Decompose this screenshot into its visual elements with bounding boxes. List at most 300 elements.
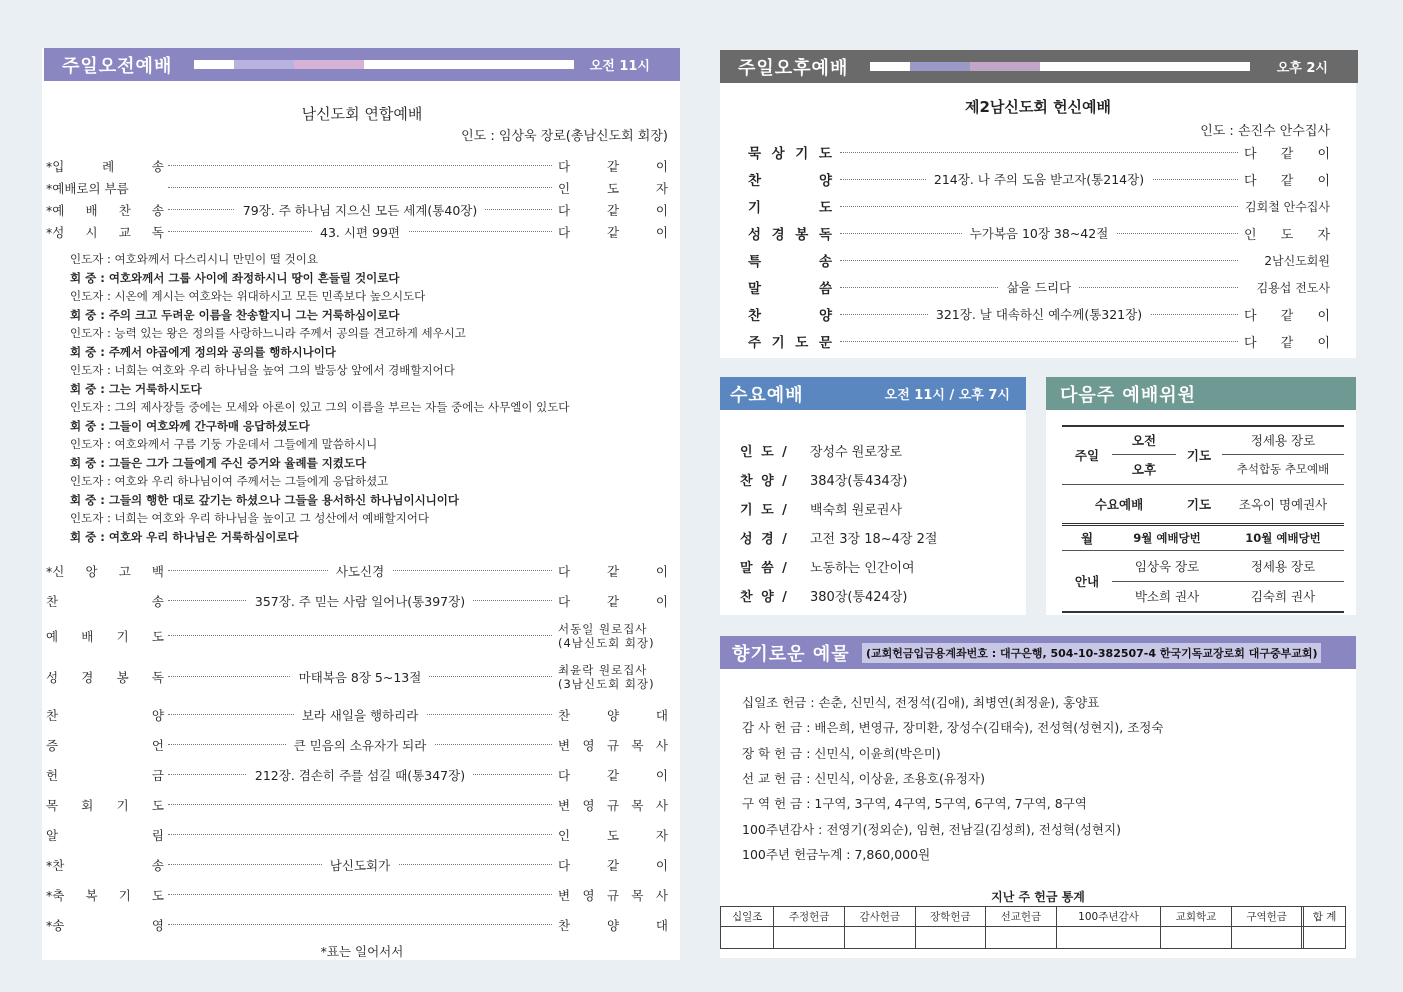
order-content xyxy=(168,855,552,875)
afternoon-person-char: 이 xyxy=(1317,146,1330,162)
afternoon-label xyxy=(748,331,832,351)
order-label-char: 기 xyxy=(116,798,129,813)
committee-table xyxy=(1062,425,1344,613)
afternoon-label-char: 주 xyxy=(748,335,762,351)
stats-header-cell: 구역헌금 xyxy=(1231,907,1302,927)
afternoon-leader: 인도 : 손진수 안수집사 xyxy=(1200,124,1330,139)
order-person-char: 같 xyxy=(606,858,620,873)
morning-header-title: 주일오전예배 xyxy=(62,55,173,77)
afternoon-label-char: 기 xyxy=(771,335,785,351)
morning-time: 오전 11시 xyxy=(589,59,650,74)
order-label-char: 찬 xyxy=(118,203,131,218)
afternoon-label-char: 기 xyxy=(795,146,809,162)
afternoon-label-char: 봉 xyxy=(795,227,809,243)
order-label-char: 배 xyxy=(85,203,98,218)
dot-leader xyxy=(840,206,1238,207)
sep2-cell: 박소희 권사 xyxy=(1134,589,1200,605)
order-person-line: 서동일 원로집사 xyxy=(558,622,648,636)
order-person-char: 양 xyxy=(606,918,620,933)
responsive-line: 인도자 : 너희는 여호와 우리 하나님을 높이고 그 성산에서 예배할지어다 xyxy=(70,511,429,525)
afternoon-person-char: 다 xyxy=(1244,173,1257,189)
offering-value: 배은희, 변영규, 장미환, 장성수(김태숙), 전성혁(성현지), 조정숙 xyxy=(814,720,1164,736)
responsive-line: 인도자 : 그의 제사장들 중에는 모세와 아론이 있고 그의 이름을 부르는 자들 중에는 사무엘이 있도다 xyxy=(70,400,570,414)
wednesday-time: 오전 11시 / 오후 7시 xyxy=(884,388,1010,403)
order-content-text: 보라 새일을 행하리라 xyxy=(294,706,427,724)
order-row xyxy=(46,885,668,905)
order-label-char: 증 xyxy=(46,738,59,753)
offering-label: 100주년감사 : xyxy=(742,821,823,837)
offering-label: 선 교 헌 금 : xyxy=(742,770,811,786)
dot-leader xyxy=(840,152,1238,153)
offering-row xyxy=(742,819,1121,839)
afternoon-label-char: 독 xyxy=(818,227,832,243)
afternoon-label-char: 도 xyxy=(818,146,832,162)
afternoon-content xyxy=(840,139,1238,165)
order-person-char: 이 xyxy=(655,594,668,609)
order-label-char: 백 xyxy=(151,564,164,579)
order-person-char: 이 xyxy=(655,159,668,174)
responsive-reading xyxy=(70,250,569,546)
sunday-cell: 주일 xyxy=(1062,426,1112,484)
afternoon-label-char: 경 xyxy=(771,227,785,243)
offering-label: 장 학 헌 금 : xyxy=(742,745,811,761)
afternoon-content xyxy=(840,220,1238,246)
afternoon-label xyxy=(748,277,832,297)
stats-header-cell: 감사헌금 xyxy=(844,907,915,927)
responsive-line: 인도자 : 여호와 우리 하나님이여 주께서는 그들에게 응답하셨고 xyxy=(70,474,389,488)
afternoon-label-char: 상 xyxy=(771,146,785,162)
order-content-text: 남신도회가 xyxy=(322,856,398,874)
order-person-char: 같 xyxy=(606,594,620,609)
order-person-char: 같 xyxy=(606,159,620,174)
afternoon-content xyxy=(840,328,1238,354)
order-label-char: 기 xyxy=(116,629,129,644)
offering-header-title: 향기로운 예물 xyxy=(732,643,850,665)
order-content xyxy=(168,795,552,815)
order-person-line: (3남신도회 회장) xyxy=(558,677,655,691)
account-info: (교회헌금입금용계좌번호 : 대구은행, 504-10-382507-4 한국기독교장로회 대구중부교회) xyxy=(862,643,1321,663)
order-person xyxy=(552,736,668,754)
afternoon-label-char: 송 xyxy=(818,254,832,270)
afternoon-label xyxy=(748,169,832,189)
stats-header-cell: 교회학교 xyxy=(1161,907,1232,927)
order-person-line: (4남신도회 회장) xyxy=(558,636,655,650)
order-row xyxy=(46,825,668,845)
order-person-line: 최윤락 원로집사 xyxy=(558,663,648,677)
order-person-char: 이 xyxy=(655,768,668,783)
order-label-char: 림 xyxy=(151,828,164,843)
order-content-text: 43. 시편 99편 xyxy=(312,223,408,241)
wednesday-row xyxy=(740,440,902,460)
am-name-cell: 정세용 장로 xyxy=(1222,426,1344,454)
stats-value-cell xyxy=(1231,927,1302,949)
month-cell: 월 xyxy=(1080,530,1094,546)
order-person xyxy=(552,157,668,175)
wednesday-label: 찬 양 / xyxy=(740,589,789,605)
afternoon-person xyxy=(1238,279,1330,296)
order-person-char: 변 xyxy=(558,888,571,903)
sep-cell: 9월 예배당번 xyxy=(1133,530,1201,545)
order-label xyxy=(46,826,168,844)
order-row xyxy=(46,621,668,651)
order-person-char: 자 xyxy=(655,181,668,196)
order-person xyxy=(552,856,668,874)
order-label-char: *신 xyxy=(46,564,65,579)
oct2-cell: 김숙희 권사 xyxy=(1250,589,1316,605)
order-label-char: *예 xyxy=(46,203,65,218)
order-label-char: 송 xyxy=(151,858,164,873)
wednesday-value: 노동하는 인간이여 xyxy=(810,560,915,576)
wednesday-label: 찬 양 / xyxy=(740,473,789,489)
responsive-line: 회 중 : 주께서 야곱에게 정의와 공의를 행하시나이다 xyxy=(70,344,336,359)
order-content xyxy=(168,667,552,687)
stats-header-cell: 주정헌금 xyxy=(774,907,845,927)
order-label-char: 배 xyxy=(81,629,94,644)
offering-stats-table xyxy=(720,906,1346,949)
committee-header xyxy=(1046,377,1356,410)
responsive-line: 회 중 : 그들의 행한 대로 갚기는 하셨으나 그들을 용서하신 하나님이시니이다 xyxy=(70,492,460,507)
header-decoration xyxy=(194,60,574,69)
order-content xyxy=(168,561,552,581)
order-content xyxy=(168,626,552,646)
oct-cell: 10월 예배당번 xyxy=(1245,530,1321,545)
order-label xyxy=(46,766,168,784)
wednesday-label: 인 도 / xyxy=(740,444,789,460)
order-label-char: 독 xyxy=(151,225,164,240)
order-person-char: 대 xyxy=(655,708,668,723)
order-person-char: 사 xyxy=(655,738,668,753)
wednesday-value: 고전 3장 18~4장 2절 xyxy=(810,531,938,547)
order-person-char: 자 xyxy=(655,828,668,843)
wednesday-value: 장성수 원로장로 xyxy=(810,444,903,460)
offering-value: 1구역, 3구역, 4구역, 5구역, 6구역, 7구역, 8구역 xyxy=(814,796,1087,812)
dot-leader xyxy=(168,894,552,895)
afternoon-person-char: 이 xyxy=(1317,335,1330,351)
offering-row xyxy=(742,717,1163,737)
order-label xyxy=(46,706,168,724)
order-label-char: *송 xyxy=(46,918,65,933)
order-person-char: 목 xyxy=(631,798,644,813)
dot-leader xyxy=(168,804,552,805)
order-label-char: 기 xyxy=(118,888,131,903)
order-label xyxy=(46,668,168,686)
order-label-char: 영 xyxy=(151,918,164,933)
order-content xyxy=(168,735,552,755)
afternoon-label-char: 양 xyxy=(818,308,832,324)
order-content xyxy=(168,591,552,611)
order-person-char: 사 xyxy=(655,798,668,813)
offering-value: 신민식, 이윤희(박은미) xyxy=(814,745,941,761)
responsive-line: 회 중 : 그들은 그가 그들에게 주신 증거와 율례를 지켰도다 xyxy=(70,455,367,470)
order-person-char: 다 xyxy=(558,203,571,218)
order-person-char: 양 xyxy=(606,708,620,723)
order-label-char: 언 xyxy=(151,738,164,753)
order-label xyxy=(46,856,168,874)
order-label-char: 경 xyxy=(81,670,94,685)
order-label-char: 회 xyxy=(81,798,94,813)
order-label-char: 금 xyxy=(151,768,164,783)
order-person-char: 영 xyxy=(582,798,595,813)
afternoon-row xyxy=(748,274,1330,300)
afternoon-person-char: 같 xyxy=(1280,308,1294,324)
stats-header-cell: 합 계 xyxy=(1304,907,1346,927)
afternoon-header-title: 주일오후예배 xyxy=(738,57,849,79)
stats-header-cell: 선교헌금 xyxy=(986,907,1057,927)
order-person-char: 같 xyxy=(606,225,620,240)
afternoon-person-char: 자 xyxy=(1317,227,1330,243)
responsive-line: 회 중 : 여호와 우리 하나님은 거룩하심이로다 xyxy=(70,529,299,544)
order-row xyxy=(46,222,668,242)
afternoon-row xyxy=(748,193,1330,219)
afternoon-person-char: 도 xyxy=(1280,227,1294,243)
pm-cell: 오후 xyxy=(1112,454,1176,484)
order-content xyxy=(168,156,552,176)
afternoon-row xyxy=(748,166,1330,192)
pm-name-cell: 추석합동 추모예배 xyxy=(1222,454,1344,484)
order-person xyxy=(552,706,668,724)
order-person-char: 찬 xyxy=(558,708,571,723)
order-person-char: 다 xyxy=(558,768,571,783)
afternoon-person-char: 같 xyxy=(1280,173,1294,189)
order-row xyxy=(46,795,668,815)
stats-header-cell: 장학헌금 xyxy=(915,907,986,927)
order-row xyxy=(46,662,668,692)
order-row xyxy=(46,855,668,875)
order-content xyxy=(168,200,552,220)
offering-label: 100주년 헌금누계 : xyxy=(742,846,851,862)
order-person-char: 다 xyxy=(558,225,571,240)
order-person xyxy=(552,201,668,219)
order-label-char: 송 xyxy=(151,159,164,174)
responsive-line: 인도자 : 시온에 계시는 여호와는 위대하시고 모든 민족보다 높으시도다 xyxy=(70,289,426,303)
offering-row xyxy=(742,793,1087,813)
wednesday-label: 말 씀 / xyxy=(740,560,789,576)
order-content xyxy=(168,765,552,785)
wednesday-value: 백숙희 원로권사 xyxy=(810,502,903,518)
offering-row xyxy=(742,743,941,763)
wednesday-row xyxy=(740,527,937,547)
responsive-line: 인도자 : 능력 있는 왕은 정의를 사랑하느니라 주께서 공의를 견고하게 세우시고 xyxy=(70,326,466,340)
afternoon-person-char: 같 xyxy=(1280,335,1294,351)
order-person-char: 인 xyxy=(558,181,571,196)
order-content xyxy=(168,222,552,242)
order-label-char: 송 xyxy=(151,203,164,218)
order-person xyxy=(552,223,668,241)
afternoon-content-text: 321장. 날 대속하신 예수께(통321장) xyxy=(928,305,1150,323)
responsive-line: 회 중 : 그는 거룩하시도다 xyxy=(70,381,202,396)
afternoon-person-char: 이 xyxy=(1317,308,1330,324)
stats-header-cell: 십일조 xyxy=(721,907,774,927)
order-label xyxy=(46,157,168,175)
offering-value: 7,860,000원 xyxy=(854,846,931,862)
order-label-char: 교 xyxy=(118,225,131,240)
order-content xyxy=(168,178,552,198)
wednesday-value: 380장(통424장) xyxy=(810,589,908,605)
order-label-char: *찬 xyxy=(46,858,65,873)
order-label-char: *입 xyxy=(46,159,65,174)
order-person-char: 도 xyxy=(606,181,620,196)
afternoon-content xyxy=(840,193,1238,219)
sunday-pray-cell: 기도 xyxy=(1176,426,1222,484)
afternoon-label-char: 찬 xyxy=(748,308,762,324)
dot-leader xyxy=(168,834,552,835)
order-label-char: 찬 xyxy=(46,594,59,609)
wed-name-cell: 조옥이 명예권사 xyxy=(1238,496,1328,512)
wednesday-header xyxy=(720,377,1026,410)
order-label-char: 앙 xyxy=(85,564,98,579)
order-person-char: 이 xyxy=(655,564,668,579)
stats-value-cell xyxy=(1056,927,1161,949)
order-person xyxy=(552,886,668,904)
order-person-char: 다 xyxy=(558,159,571,174)
afternoon-label-char: 찬 xyxy=(748,173,762,189)
afternoon-person xyxy=(1238,224,1330,243)
order-person xyxy=(552,766,668,784)
order-person-char: 도 xyxy=(606,828,620,843)
afternoon-label xyxy=(748,223,832,243)
order-label-char: 헌 xyxy=(46,768,59,783)
order-label-char: 도 xyxy=(151,888,164,903)
order-person-char: 대 xyxy=(655,918,668,933)
stats-value-cell xyxy=(721,927,774,949)
order-row xyxy=(46,591,668,611)
order-label xyxy=(46,736,168,754)
order-label-char: 시 xyxy=(85,225,98,240)
wednesday-panel xyxy=(720,377,1026,615)
order-label-char: *예배로의 부름 xyxy=(46,181,129,196)
order-label-char: 고 xyxy=(118,564,131,579)
order-person-char: 다 xyxy=(558,564,571,579)
order-row xyxy=(46,200,668,220)
stats-value-cell xyxy=(915,927,986,949)
order-content xyxy=(168,705,552,725)
afternoon-label xyxy=(748,196,832,216)
order-label xyxy=(46,627,168,645)
order-content-text: 사도신경 xyxy=(328,562,392,580)
wednesday-row xyxy=(740,498,902,518)
order-label xyxy=(46,562,168,580)
afternoon-label xyxy=(748,250,832,270)
wed-cell: 수요예배 xyxy=(1094,496,1144,512)
afternoon-label-char: 기 xyxy=(748,200,762,216)
afternoon-row xyxy=(748,220,1330,246)
stats-value-cell xyxy=(774,927,845,949)
afternoon-label-char: 특 xyxy=(748,254,762,270)
afternoon-label xyxy=(748,142,832,162)
responsive-line: 회 중 : 주의 크고 두려운 이름을 찬송할지니 그는 거룩하심이로다 xyxy=(70,307,400,322)
dot-leader xyxy=(168,635,552,636)
afternoon-label-char: 묵 xyxy=(748,146,762,162)
afternoon-label-char: 도 xyxy=(818,200,832,216)
order-label xyxy=(46,179,168,197)
dot-leader xyxy=(168,924,552,925)
order-person-char: 다 xyxy=(558,858,571,873)
afternoon-label-char: 씀 xyxy=(818,281,832,297)
order-content xyxy=(168,885,552,905)
order-person-char: 다 xyxy=(558,594,571,609)
order-person xyxy=(552,796,668,814)
afternoon-person-char: 김용섭 전도사 xyxy=(1256,280,1330,295)
afternoon-row xyxy=(748,301,1330,327)
offering-value: 신민식, 이상윤, 조용호(유정자) xyxy=(814,770,985,786)
afternoon-label-char: 도 xyxy=(795,335,809,351)
afternoon-row xyxy=(748,139,1330,165)
order-label-char: 알 xyxy=(46,828,59,843)
order-person xyxy=(552,179,668,197)
order-person-char: 규 xyxy=(606,888,620,903)
order-label-char: 목 xyxy=(46,798,59,813)
afternoon-person-char: 다 xyxy=(1244,146,1257,162)
order-label-char: 송 xyxy=(151,594,164,609)
order-label-char: 복 xyxy=(85,888,98,903)
offering-label: 십일조 헌금 : xyxy=(742,695,815,710)
order-person-char: 목 xyxy=(631,888,644,903)
afternoon-content xyxy=(840,301,1238,327)
order-person xyxy=(552,916,668,934)
responsive-line: 인도자 : 너희는 여호와 우리 하나님을 높여 그의 발등상 앞에서 경배할지어다 xyxy=(70,363,455,377)
wed-pray-cell: 기도 xyxy=(1186,496,1212,512)
afternoon-content xyxy=(840,247,1238,273)
afternoon-content xyxy=(840,274,1238,300)
order-person-char: 인 xyxy=(558,828,571,843)
afternoon-person xyxy=(1238,332,1330,351)
order-row xyxy=(46,765,668,785)
order-person xyxy=(552,562,668,580)
wednesday-label: 기 도 / xyxy=(740,502,789,518)
order-label-char: *축 xyxy=(46,888,65,903)
afternoon-person xyxy=(1238,143,1330,162)
afternoon-time: 오후 2시 xyxy=(1276,61,1328,76)
order-label-char: 봉 xyxy=(116,670,129,685)
afternoon-person-char: 김회철 안수집사 xyxy=(1245,199,1330,214)
dot-leader xyxy=(168,165,552,166)
afternoon-label-char: 문 xyxy=(818,335,832,351)
morning-header xyxy=(44,48,680,81)
stats-title: 지난 주 헌금 통계 xyxy=(991,890,1085,904)
order-label xyxy=(46,592,168,610)
afternoon-person-char: 같 xyxy=(1280,146,1294,162)
offering-header xyxy=(720,636,1356,669)
sep1-cell: 임상욱 장로 xyxy=(1134,558,1200,574)
afternoon-person-char: 이 xyxy=(1317,173,1330,189)
order-person-char: 같 xyxy=(606,203,620,218)
afternoon-row xyxy=(748,328,1330,354)
order-person-char: 규 xyxy=(606,798,620,813)
order-content-text: 마태복음 8장 5~13절 xyxy=(291,668,430,686)
header-decoration xyxy=(870,62,1250,71)
order-person-char: 같 xyxy=(606,564,620,579)
order-person-char: 이 xyxy=(655,858,668,873)
offering-label: 구 역 헌 금 : xyxy=(742,796,811,812)
offering-label: 감 사 헌 금 : xyxy=(742,720,811,736)
morning-title: 남신도회 연합예배 xyxy=(301,105,423,123)
order-label xyxy=(46,886,168,904)
order-label-char: 도 xyxy=(151,629,164,644)
order-person-char: 이 xyxy=(655,203,668,218)
order-person xyxy=(552,663,668,691)
order-label-char: 찬 xyxy=(46,708,59,723)
wednesday-header-title: 수요예배 xyxy=(730,384,804,406)
afternoon-person-char: 다 xyxy=(1244,308,1257,324)
stats-value-cell xyxy=(1304,927,1346,949)
afternoon-content xyxy=(840,166,1238,192)
afternoon-person xyxy=(1238,305,1330,324)
afternoon-label-char: 성 xyxy=(748,227,762,243)
order-row xyxy=(46,178,668,198)
afternoon-person-char: 다 xyxy=(1244,335,1257,351)
order-person-char: 사 xyxy=(655,888,668,903)
order-person-char: 영 xyxy=(582,738,595,753)
